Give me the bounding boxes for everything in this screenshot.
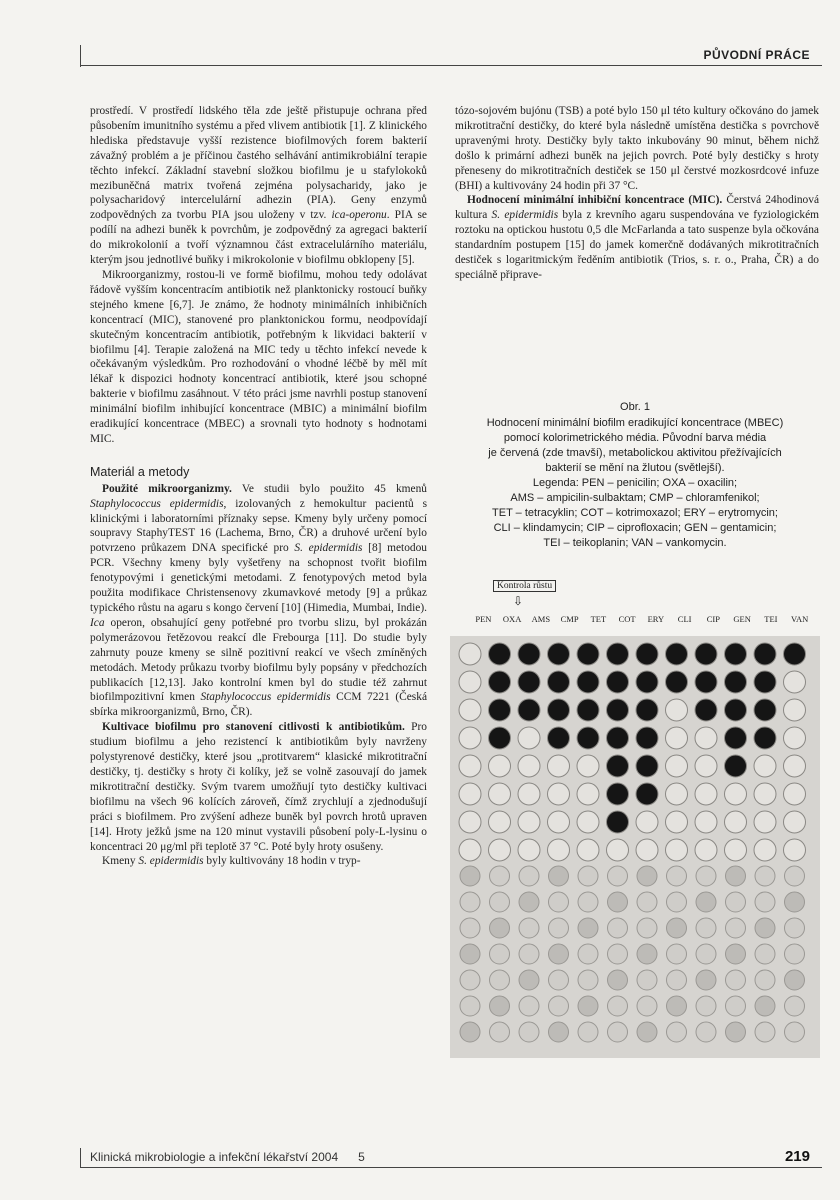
plate-well [785, 970, 805, 990]
plate-well [518, 643, 540, 665]
caption-line: TET – tetracyklin; COT – kotrimoxazol; ERY – erytromycin; [492, 507, 778, 519]
plate-well [726, 866, 746, 886]
left-column [90, 104, 427, 869]
plate-well [785, 892, 805, 912]
plate-well [578, 892, 598, 912]
antibiotic-label: CMP [560, 614, 579, 624]
plate-well [519, 892, 539, 912]
plate-well [725, 783, 747, 805]
plate-well [519, 866, 539, 886]
plate-well [518, 699, 540, 721]
plate-well [695, 783, 717, 805]
plate-well [607, 839, 629, 861]
plate-well [785, 866, 805, 886]
plate-well [667, 996, 687, 1016]
plate-well [489, 699, 511, 721]
plate-well [784, 839, 806, 861]
plate-well [754, 811, 776, 833]
plate-well [548, 671, 570, 693]
plate-well [459, 783, 481, 805]
plate-well [637, 866, 657, 886]
plate-well [489, 671, 511, 693]
text: Čerstvá 24hodinová kultura [455, 194, 819, 222]
plate-well [755, 866, 775, 886]
plate-well [459, 727, 481, 749]
plate-well [755, 944, 775, 964]
plate-well [726, 1022, 746, 1042]
plate-well [725, 727, 747, 749]
plate-well [577, 699, 599, 721]
plate-well [696, 1022, 716, 1042]
plate-well [490, 996, 510, 1016]
text: [8] metodou PCR. Všechny kmeny byly vyšetřeny na schopnost tvořit biofilm fenotypovými i genetickými metodami. Z fenotypových metod byla použita modifikace Christensenovy zkumavkové metody [9] a průkaz typického růstu na agaru s kongo červení [10] (Himedia, Mumbai, Indie). [90, 542, 427, 614]
plate-well [608, 996, 628, 1016]
plate-well [489, 839, 511, 861]
plate-well [726, 996, 746, 1016]
text: operon, obsahující geny potřebné pro tvorbu slizu, byl prokázán polymerázovou řetězovou reakcí dle Frebourga [11]. Do studie byly zahrnuty pouze kmeny se silně pozitivní reakcí ve všech zmíněných metodách. Metody průkazu tvorby biofilmu byly popsány v předchozích publikacích [12,13]. Jako kontrolní kmen byl do studie též zahrnut biofilmpozitivní kmen [90, 616, 427, 704]
plate-well [518, 671, 540, 693]
text-italic: S. epidermidis [138, 855, 204, 868]
plate-well [577, 755, 599, 777]
plate-well [754, 699, 776, 721]
plate-well [578, 996, 598, 1016]
plate-well [608, 892, 628, 912]
plate-well [667, 944, 687, 964]
antibiotic-label: TET [590, 614, 607, 624]
plate-well [696, 866, 716, 886]
text-italic: Staphylococcus epidermidis [200, 691, 331, 704]
text: byly kultivovány 18 hodin v tryp- [203, 855, 361, 868]
plate-well [548, 727, 570, 749]
plate-well [608, 970, 628, 990]
antibiotic-label: TEI [764, 614, 778, 624]
plate-well [666, 727, 688, 749]
plate-well [607, 643, 629, 665]
plate-well [666, 783, 688, 805]
plate-well [577, 811, 599, 833]
text-italic: Ica [90, 616, 105, 629]
plate-well [636, 699, 658, 721]
plate-well [549, 866, 569, 886]
plate-well [784, 671, 806, 693]
antibiotic-label: ERY [647, 614, 665, 624]
subheading: Hodnocení minimální inhibiční koncentrace (MIC). [467, 194, 723, 207]
plate-well [548, 783, 570, 805]
footer-rule [80, 1167, 822, 1168]
plate-well [518, 727, 540, 749]
text-italic: ica-operonu [331, 209, 387, 222]
plate-well [549, 944, 569, 964]
text: byla z krevního agaru suspendována ve fyziologickém roztoku na optickou hustotu 0,5 dle McFarlanda a tato suspenze byla očkována standardním postupem [15] do jamek komerčně dodávaných mikrotitračních destiček s logaritmickým ředěním antibiotik (Trios, s. r. o., Praha, ČR) a do speciálně připrave- [455, 209, 819, 281]
plate-well [755, 918, 775, 938]
growth-control-label: Kontrola růstu [493, 580, 556, 592]
text: Pro studium biofilmu a jeho rezistencí k antibiotikům byly navrženy polystyrenové destičky, které jsou „protitvarem“ klasické mikrotitrační destičky, tj. destičky s hroty či kolíky, jež se volně zasouvají do jamek mikrotitrační destičky. Svým tvarem umožňují tyto destičky kultivaci biofilmu na všech 96 kolících zároveň, čímž zrychlují a zjednodušují práci s biofilmem. Pro zvýšení adheze buněk byl povrch hrotů upraven [14]. Hroty ježků jsme na 120 minut vystavili působení poly-L-lysinu o koncentraci 20 μg/ml při teplotě 37 °C. Poté byly hroty osušeny. [90, 721, 427, 853]
figure [445, 400, 825, 624]
caption-line: CLI – klindamycin; CIP – ciprofloxacin; GEN – gentamicin; [493, 522, 777, 534]
plate-well [725, 643, 747, 665]
page-number: 219 [784, 1148, 810, 1165]
arrow-down-icon: ⇩ [513, 594, 524, 608]
antibiotic-label: GEN [733, 614, 751, 624]
plate-well [755, 892, 775, 912]
plate-well [460, 1022, 480, 1042]
plate-well [785, 996, 805, 1016]
plate-well [607, 755, 629, 777]
plate-well [490, 892, 510, 912]
plate-well [519, 944, 539, 964]
plate-well [549, 892, 569, 912]
paragraph [90, 482, 427, 721]
plate-well [519, 1022, 539, 1042]
plate-well [666, 699, 688, 721]
antibiotic-label: CLI [677, 614, 692, 624]
text: Ve studii bylo použito 45 kmenů [231, 482, 427, 495]
plate-well [548, 643, 570, 665]
antibiotic-label: PEN [475, 614, 492, 624]
paragraph [90, 104, 427, 268]
plate-well [637, 892, 657, 912]
plate-well [725, 671, 747, 693]
caption-line: TEI – teikoplanin; VAN – vankomycin. [543, 537, 727, 549]
plate-well [696, 892, 716, 912]
plate-well [667, 866, 687, 886]
plate-well [578, 866, 598, 886]
plate-well [489, 811, 511, 833]
issue-number: 5 [358, 1150, 365, 1164]
plate-well [667, 970, 687, 990]
antibiotic-label: COT [618, 614, 636, 624]
plate-well [548, 699, 570, 721]
plate-well [460, 892, 480, 912]
antibiotic-label: CIP [706, 614, 720, 624]
text-italic: Staphylococcus epidermidis [90, 497, 224, 510]
text: Kmeny [102, 855, 139, 868]
plate-well [489, 755, 511, 777]
plate-well [636, 671, 658, 693]
figure-number: Obr. 1 [620, 401, 650, 413]
plate-well [577, 643, 599, 665]
caption-line: Legenda: PEN – penicilin; OXA – oxacilin; [532, 477, 738, 489]
plate-well [578, 970, 598, 990]
plate-well [637, 996, 657, 1016]
plate-well [608, 1022, 628, 1042]
plate-well [725, 755, 747, 777]
caption-line: bakterií se mění na žlutou (světlejší). [545, 462, 725, 474]
plate-well [460, 970, 480, 990]
plate-well [460, 866, 480, 886]
microtiter-plate-photo [450, 636, 820, 1058]
plate-well [607, 727, 629, 749]
plate-well [490, 944, 510, 964]
plate-well [459, 643, 481, 665]
plate-well [578, 918, 598, 938]
plate-well [548, 755, 570, 777]
plate-well [636, 811, 658, 833]
antibiotic-label: OXA [502, 614, 522, 624]
plate-well [490, 866, 510, 886]
plate-well [459, 699, 481, 721]
plate-well [490, 1022, 510, 1042]
text: prostředí. V prostředí lidského těla zde ještě přistupuje ochrana před působením imunitního systému a před vlivem antibiotik [1]. Z klinického hlediska představuje vyšší rezistence biofilmových forem bakterií závažný problém a je příčinou častého selhávání antimikrobiální terapie těchto infekcí. Základní stavební složkou biofilmu je u stafylokoků mezibuněčná matrix tvořená zejména polysacharidy, jako je polysacharidový intercelulární adhezin (PIA). Geny enzymů zodpovědných za tvorbu PIA jsou uloženy v tzv. [90, 105, 427, 222]
plate-well [754, 755, 776, 777]
plate-well [726, 918, 746, 938]
plate-well [490, 970, 510, 990]
plate-well [725, 699, 747, 721]
plate-well [726, 970, 746, 990]
plate-well [636, 727, 658, 749]
plate-well [725, 811, 747, 833]
plate-well [696, 944, 716, 964]
plate-well [637, 944, 657, 964]
plate-well [784, 699, 806, 721]
plate-well [695, 811, 717, 833]
plate-well [459, 811, 481, 833]
plate-well [785, 944, 805, 964]
plate-well [666, 643, 688, 665]
plate-well [754, 839, 776, 861]
plate-well [519, 918, 539, 938]
footer-rule-tick [80, 1148, 81, 1168]
plate-well [578, 1022, 598, 1042]
plate-well [784, 755, 806, 777]
plate-well [607, 811, 629, 833]
plate-well [549, 970, 569, 990]
plate-well [636, 643, 658, 665]
plate-well [518, 839, 540, 861]
right-column [455, 104, 819, 283]
plate-well [726, 944, 746, 964]
text-italic: S. epidermidis [294, 542, 363, 555]
plate-well [666, 671, 688, 693]
plate-well [460, 996, 480, 1016]
header-rule [80, 65, 822, 66]
plate-well [577, 727, 599, 749]
section-heading: Materiál a metody [90, 464, 190, 479]
plate-well [577, 839, 599, 861]
plate-well [637, 970, 657, 990]
plate-well [755, 996, 775, 1016]
plate-well [725, 839, 747, 861]
plate-well [459, 755, 481, 777]
journal-title: Klinická mikrobiologie a infekční lékařství 2004 [90, 1150, 339, 1164]
antibiotic-label: AMS [531, 614, 551, 624]
plate-well [577, 671, 599, 693]
plate-well [489, 783, 511, 805]
caption-line: AMS – ampicilin-sulbaktam; CMP – chloramfenikol; [510, 492, 760, 504]
plate-well [608, 918, 628, 938]
plate-well [636, 839, 658, 861]
plate-well [577, 783, 599, 805]
plate-well [636, 755, 658, 777]
plate-well [696, 970, 716, 990]
plate-well [784, 783, 806, 805]
plate-well [519, 970, 539, 990]
plate-well [696, 996, 716, 1016]
plate-well [667, 1022, 687, 1042]
plate-well [695, 643, 717, 665]
plate-well [726, 892, 746, 912]
plate-well [636, 783, 658, 805]
plate-well [518, 755, 540, 777]
plate-well [667, 918, 687, 938]
plate-well [549, 1022, 569, 1042]
plate-well [754, 783, 776, 805]
plate-well [608, 944, 628, 964]
text: CCM 7221 (Česká sbírka mikroorganizmů, Brno, ČR). [90, 691, 427, 719]
plate-well [666, 839, 688, 861]
text: , izolovaných z hemokultur pacientů s klinickými i laboratorními příznaky sepse. Kmeny byly určeny pomocí soupravy StaphyTEST 16 (Lachema, Brno, ČR) a druhové určení bylo potvrzeno průkazem DNA specifické pro [90, 497, 427, 555]
plate-well [518, 811, 540, 833]
plate-well [637, 1022, 657, 1042]
plate-well [784, 727, 806, 749]
text: . PIA se podílí na adhezi buněk k povrchům, je zodpovědný za agregaci bakterií do mikrokolonií a tvoří významnou část extracelulárního materiálu, kterým jsou jednotlivé buňky i mikrokolonie v biofilmu obklopeny [5]. [90, 209, 427, 267]
plate-well [755, 1022, 775, 1042]
plate-well [785, 1022, 805, 1042]
caption-line: Hodnocení minimální biofilm eradikující koncentrace (MBEC) [486, 417, 784, 429]
plate-well [607, 783, 629, 805]
plate-well [578, 944, 598, 964]
plate-well [607, 671, 629, 693]
plate-well [459, 671, 481, 693]
plate-well [755, 970, 775, 990]
paragraph: tózo-sojovém bujónu (TSB) a poté bylo 150 μl této kultury očkováno do jamek mikrotitrační destičky, do které byla následně umístěna destička s povrchově upravenými hroty. Destičky byly takto inkubovány 90 minut, během nichž došlo k primární adhezi buněk na jejich povrch. Poté byly destičky s hroty přeneseny do mikrotitračních destiček se 150 μl čerstvé mozkosrdcové infuze (BHI) a kultivovány 24 hodin při 37 °C. [455, 105, 819, 192]
text-italic: S. epidermidis [491, 209, 559, 222]
plate-well [667, 892, 687, 912]
plate-well [460, 918, 480, 938]
header-rule-tick [80, 45, 81, 67]
plate-well [784, 811, 806, 833]
antibiotic-column-labels [469, 614, 814, 626]
caption-line: pomocí kolorimetrického média. Původní barva média [503, 432, 767, 444]
plate-well [489, 643, 511, 665]
plate-well [785, 918, 805, 938]
section-title: PŮVODNÍ PRÁCE [703, 48, 810, 62]
plate-well [548, 839, 570, 861]
plate-well [666, 811, 688, 833]
journal-name [90, 1150, 365, 1164]
plate-well [549, 996, 569, 1016]
plate-well [459, 839, 481, 861]
paragraph [90, 854, 427, 869]
antibiotic-label: VAN [790, 614, 809, 624]
plate-well [754, 643, 776, 665]
paragraph: Mikroorganizmy, rostou-li ve formě biofilmu, mohou tedy odolávat řádově vyšším koncentracím antibiotik než planktonicky rostoucí buňky stejného kmene [6,7]. Je známo, že hodnoty minimálních inhibičních koncentrací (MIC), stanovené pro planktonickou formu, neodpovídají skutečným koncentracím antibiotik, potřebným k likvidaci bakterií v biofilmu [4]. Terapie založená na MIC tedy u těchto infekcí nevede k očekávaným výsledkům. Pro rozhodování o vhodné léčbě by měl mít lékař k dispozici hodnoty koncentrací antibiotik, které jsou schopné bakterie v biofilmu zasáhnout. V této práci jsme navrhli postup stanovení minimální biofilm inhibující koncentrace (MBIC) a minimální biofilm eradikující koncentrace (MBEC) a srovnali tyto hodnoty s hodnotami MIC. [90, 268, 427, 445]
plate-well [784, 643, 806, 665]
subheading: Použité mikroorganizmy. [102, 482, 232, 495]
plate-well [666, 755, 688, 777]
plate-well [460, 944, 480, 964]
plate-well [518, 783, 540, 805]
plate-well [548, 811, 570, 833]
subheading: Kultivace biofilmu pro stanovení citlivosti k antibiotikům. [102, 721, 405, 734]
plate-well [754, 671, 776, 693]
plate-well [607, 699, 629, 721]
plate-well [695, 727, 717, 749]
caption-line: je červená (zde tmavší), metabolickou aktivitou přežívajících [488, 447, 782, 459]
plate-well [754, 727, 776, 749]
plate-well [489, 727, 511, 749]
plate-well [637, 918, 657, 938]
plate-well [695, 699, 717, 721]
plate-well [608, 866, 628, 886]
paragraph [455, 193, 819, 282]
plate-well [696, 918, 716, 938]
figure-caption [445, 400, 825, 551]
paragraph [90, 720, 427, 854]
plate-well [695, 755, 717, 777]
plate-well [695, 671, 717, 693]
plate-well [490, 918, 510, 938]
plate-well [549, 918, 569, 938]
plate-well [695, 839, 717, 861]
plate-well [519, 996, 539, 1016]
